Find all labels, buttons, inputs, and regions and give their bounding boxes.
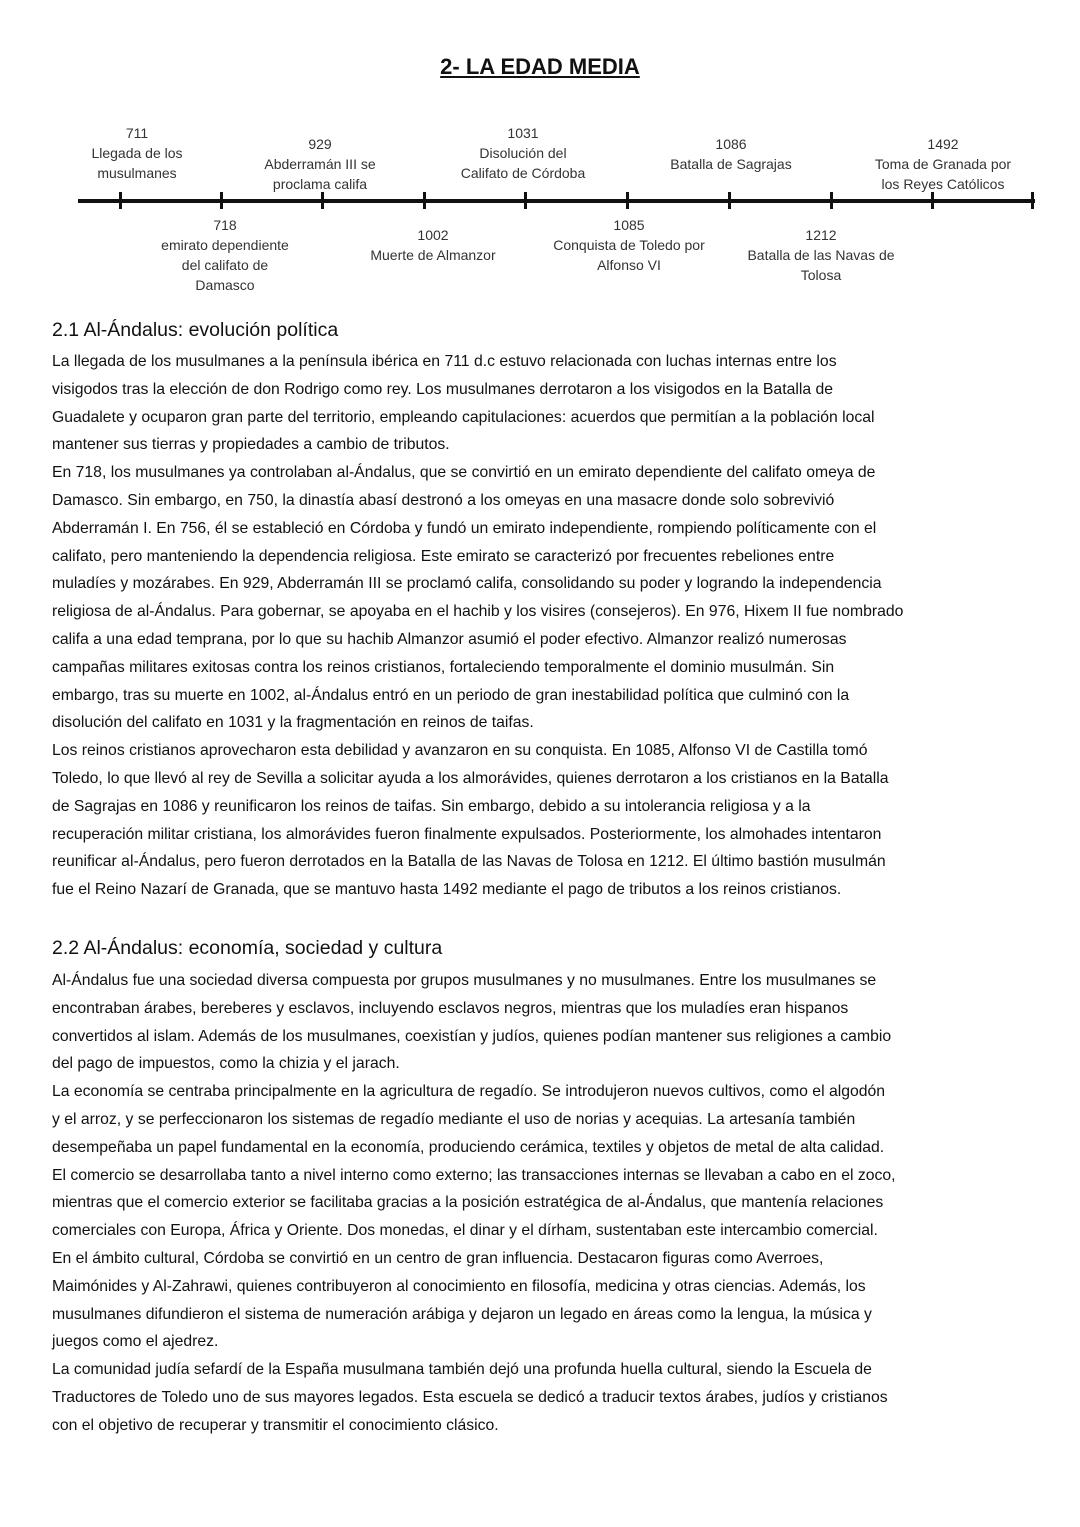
text-line: Traductores de Toledo uno de sus mayores legados. Esta escuela se dedicó a traducir textos árabes, judíos y cristianos: [52, 1388, 888, 1406]
timeline-tick: [830, 192, 833, 209]
timeline-tick: [1031, 192, 1034, 209]
event-year: 1492: [927, 136, 959, 152]
text-line: muladíes y mozárabes. En 929, Abderramán III se proclamó califa, consolidando su poder y logrando la independencia: [52, 575, 882, 593]
text-line: El comercio se desarrollaba tanto a nivel interno como externo; las transacciones internas se llevaban a cabo en el zoco,: [52, 1166, 896, 1184]
text-line: mientras que el comercio exterior se facilitaba gracias a la posición estratégica de al-Ándalus, que mantenía relaciones: [52, 1194, 884, 1212]
text-line: recuperación militar cristiana, los almorávides fueron finalmente expulsados. Posteriormente, los almohades intentaron: [52, 825, 882, 843]
timeline-tick: [524, 192, 527, 209]
text-line: En 718, los musulmanes ya controlaban al-Ándalus, que se convirtió en un emirato dependiente del califato omeya de: [52, 464, 876, 482]
text-line: juegos como el ajedrez.: [52, 1333, 219, 1351]
section-body-economy: [52, 967, 1042, 1440]
text-line: En el ámbito cultural, Córdoba se convirtió en un centro de gran influencia. Destacaron figuras como Averroes,: [52, 1249, 824, 1267]
event-label: Batalla de Sagrajas: [670, 156, 792, 172]
event-label: Alfonso VI: [597, 257, 661, 273]
text-line: y el arroz, y se perfeccionaron los sistemas de regadío mediante el uso de norias y acequias. La artesanía también: [52, 1110, 856, 1128]
timeline-tick: [728, 192, 731, 209]
text-line: califa a una edad temprana, por lo que su hachib Almanzor asumió el poder efectivo. Almanzor realizó numerosas: [52, 630, 847, 648]
text-line: La comunidad judía sefardí de la España musulmana también dejó una profunda huella cultural, siendo la Escuela de: [52, 1361, 872, 1379]
event-label: Toma de Granada por: [874, 156, 1012, 172]
text-line: desempeñaba un papel fundamental en la economía, produciendo cerámica, textiles y objetos de metal de alta calidad.: [52, 1138, 885, 1156]
text-line: del pago de impuestos, como la chizia y el jarach.: [52, 1055, 400, 1073]
text-line: Maimónides y Al-Zahrawi, quienes contribuyeron al conocimiento en filosofía, medicina y otras ciencias. Además, los: [52, 1277, 866, 1295]
text-line: musulmanes difundieron el sistema de numeración arábiga y dejaron un legado en áreas como la lengua, la música y: [52, 1305, 872, 1323]
event-label: Tolosa: [800, 267, 842, 283]
timeline-tick: [321, 192, 324, 209]
event-year: 1002: [417, 227, 449, 243]
timeline-event: [636, 134, 826, 174]
timeline-event: [534, 215, 724, 275]
text-line: visigodos tras la elección de don Rodrigo como rey. Los musulmanes derrotaron a los visigodos en la Batalla de: [52, 380, 834, 398]
timeline-event: [225, 134, 415, 194]
timeline-event: [42, 123, 232, 183]
event-label: Damasco: [195, 277, 255, 293]
event-label: emirato dependiente: [161, 237, 289, 253]
text-line: Toledo, lo que llevó al rey de Sevilla a solicitar ayuda a los almorávides, quienes derrotaron a los cristianos en la Batalla: [52, 769, 889, 787]
text-line: reunificar al-Ándalus, pero fueron derrotados en la Batalla de las Navas de Tolosa en 1212. El último bastión musulmán: [52, 853, 886, 871]
event-year: 1212: [805, 227, 837, 243]
event-label: Conquista de Toledo por: [553, 237, 705, 253]
event-label: Abderramán III se: [264, 156, 376, 172]
timeline-tick: [220, 192, 223, 209]
event-year: 1086: [715, 136, 747, 152]
event-label: Disolución del: [479, 145, 567, 161]
event-label: del califato de: [181, 257, 269, 273]
timeline-event: [428, 123, 618, 183]
text-line: Los reinos cristianos aprovecharon esta debilidad y avanzaron en su conquista. En 1085, Alfonso VI de Castilla tomó: [52, 742, 868, 760]
text-line: mantener sus tierras y propiedades a cambio de tributos.: [52, 436, 450, 454]
timeline-event: [130, 215, 320, 295]
text-line: Al-Ándalus fue una sociedad diversa compuesta por grupos musulmanes y no musulmanes. Entre los musulmanes se: [52, 972, 877, 989]
event-label: musulmanes: [97, 165, 177, 181]
timeline-tick: [119, 192, 122, 209]
text-line: religiosa de al-Ándalus. Para gobernar, se apoyaba en el hachib y los visires (consejeros). En 976, Hixem II fue nombrado: [52, 603, 904, 621]
text-line: Abderramán I. En 756, él se estableció en Córdoba y fundó un emirato independiente, rompiendo políticamente con el: [52, 519, 877, 537]
text-line: Damasco. Sin embargo, en 750, la dinastía abasí destronó a los omeyas en una masacre donde solo sobrevivió: [52, 491, 835, 509]
event-label: Califato de Córdoba: [460, 165, 586, 181]
text-line: encontraban árabes, bereberes y esclavos, incluyendo esclavos negros, mientras que los muladíes eran hispanos: [52, 999, 849, 1017]
event-label: Muerte de Almanzor: [370, 247, 496, 263]
event-year: 718: [213, 217, 237, 233]
event-label: los Reyes Católicos: [881, 176, 1005, 192]
text-line: de Sagrajas en 1086 y reunificaron los reinos de taifas. Sin embargo, debido a su intolerancia religiosa y a la: [52, 797, 811, 815]
text-line: La llegada de los musulmanes a la península ibérica en 711 d.c estuvo relacionada con luchas internas entre los: [52, 353, 837, 370]
text-line: La economía se centraba principalmente en la agricultura de regadío. Se introdujeron nuevos cultivos, como el algodón: [52, 1083, 886, 1101]
timeline-event: [338, 225, 528, 265]
event-year: 1085: [613, 217, 645, 233]
text-line: fue el Reino Nazarí de Granada, que se mantuvo hasta 1492 mediante el pago de tributos a los reinos cristianos.: [52, 881, 842, 899]
timeline-tick: [423, 192, 426, 209]
timeline-tick: [626, 192, 629, 209]
text-line: comerciales con Europa, África y Oriente. Dos monedas, el dinar y el dírham, sustentaban este intercambio comercial.: [52, 1222, 878, 1240]
timeline-event: [726, 225, 916, 285]
text-line: con el objetivo de recuperar y transmitir el conocimiento clásico.: [52, 1416, 499, 1434]
event-year: 1031: [507, 125, 539, 141]
text-line: califato, pero manteniendo la dependencia religiosa. Este emirato se caracterizó por frecuentes rebeliones entre: [52, 547, 835, 565]
text-line: campañas militares exitosas contra los reinos cristianos, fortaleciendo temporalmente el dominio musulmán. Sin: [52, 658, 835, 676]
event-year: 711: [125, 125, 149, 141]
event-label: Batalla de las Navas de: [747, 247, 895, 263]
page-title: 2- LA EDAD MEDIA: [440, 54, 640, 79]
text-line: convertidos al islam. Además de los musulmanes, coexistían y judíos, quienes podían mantener sus religiones a cambio: [52, 1027, 892, 1045]
event-label: proclama califa: [272, 176, 368, 192]
event-label: Llegada de los: [91, 145, 183, 161]
section-body-political: [52, 348, 1042, 904]
text-line: disolución del califato en 1031 y la fragmentación en reinos de taifas.: [52, 714, 534, 732]
timeline-tick: [931, 192, 934, 209]
text-line: Guadalete y ocuparon gran parte del territorio, empleando capitulaciones: acuerdos que permitían a la población local: [52, 408, 875, 426]
event-year: 929: [308, 136, 332, 152]
section-heading-political: 2.1 Al-Ándalus: evolución política: [52, 319, 339, 341]
timeline-event: [848, 134, 1038, 194]
section-heading-economy: 2.2 Al-Ándalus: economía, sociedad y cultura: [52, 937, 443, 959]
text-line: embargo, tras su muerte en 1002, al-Ándalus entró en un periodo de gran inestabilidad política que culminó con la: [52, 686, 850, 704]
